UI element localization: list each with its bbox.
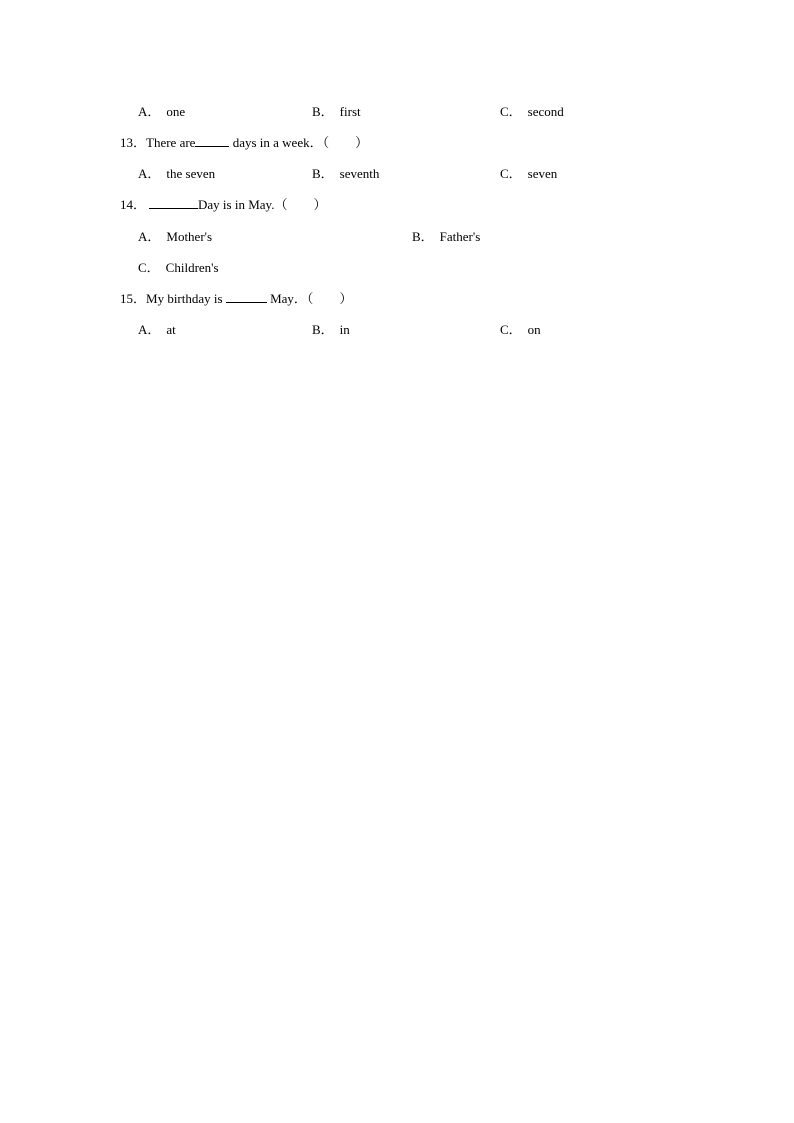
question-number: 13．: [120, 135, 147, 150]
option-c: [500, 103, 564, 121]
option-a: [138, 165, 215, 183]
question-number: 14．: [120, 197, 147, 212]
answer-blank: [149, 196, 198, 209]
option-text: seventh: [339, 166, 380, 181]
option-text: at: [166, 322, 176, 337]
option-a: [138, 228, 212, 246]
answer-blank: [195, 134, 229, 147]
question-15: [120, 290, 352, 308]
question-13: [120, 134, 368, 152]
question-14: [120, 196, 326, 214]
option-b: [312, 165, 379, 183]
option-c: [500, 165, 557, 183]
question-15-options: [0, 321, 794, 339]
option-text: Children's: [165, 260, 219, 275]
option-letter: C．: [500, 166, 522, 181]
option-letter: A．: [138, 166, 161, 181]
option-b: [412, 228, 480, 246]
question-text-after: May．: [266, 291, 307, 306]
option-c: [500, 321, 541, 339]
option-letter: B．: [312, 166, 334, 181]
answer-paren: （ ）: [274, 197, 327, 212]
option-letter: A．: [138, 104, 161, 119]
prev-question-options: [0, 103, 794, 121]
question-text-after: days in a week．: [229, 135, 323, 150]
option-text: Mother's: [166, 229, 213, 244]
option-letter: B．: [312, 104, 334, 119]
option-text: Father's: [439, 229, 481, 244]
question-text-after: Day is in May.: [198, 197, 275, 212]
option-a: [138, 103, 185, 121]
question-14-options-row2: [0, 259, 794, 277]
option-letter: B．: [312, 322, 334, 337]
option-letter: B．: [412, 229, 434, 244]
option-letter: C．: [500, 322, 522, 337]
option-letter: A．: [138, 229, 161, 244]
option-text: first: [339, 104, 361, 119]
option-text: second: [527, 104, 564, 119]
option-letter: C．: [500, 104, 522, 119]
option-b: [312, 103, 361, 121]
question-13-options: [0, 165, 794, 183]
question-text-before: My birthday is: [146, 291, 226, 306]
option-b: [312, 321, 350, 339]
answer-blank: [226, 290, 267, 303]
option-text: one: [166, 104, 186, 119]
option-c: [138, 259, 219, 277]
option-letter: A．: [138, 322, 161, 337]
option-text: in: [339, 322, 350, 337]
option-letter: C．: [138, 260, 160, 275]
option-text: on: [527, 322, 541, 337]
question-14-options-row1: [0, 228, 794, 246]
option-text: seven: [527, 166, 558, 181]
option-text: the seven: [166, 166, 216, 181]
answer-paren: （ ）: [322, 135, 369, 150]
answer-paren: （ ）: [306, 291, 353, 306]
question-text-before: There are: [146, 135, 196, 150]
option-a: [138, 321, 176, 339]
question-number: 15．: [120, 291, 147, 306]
